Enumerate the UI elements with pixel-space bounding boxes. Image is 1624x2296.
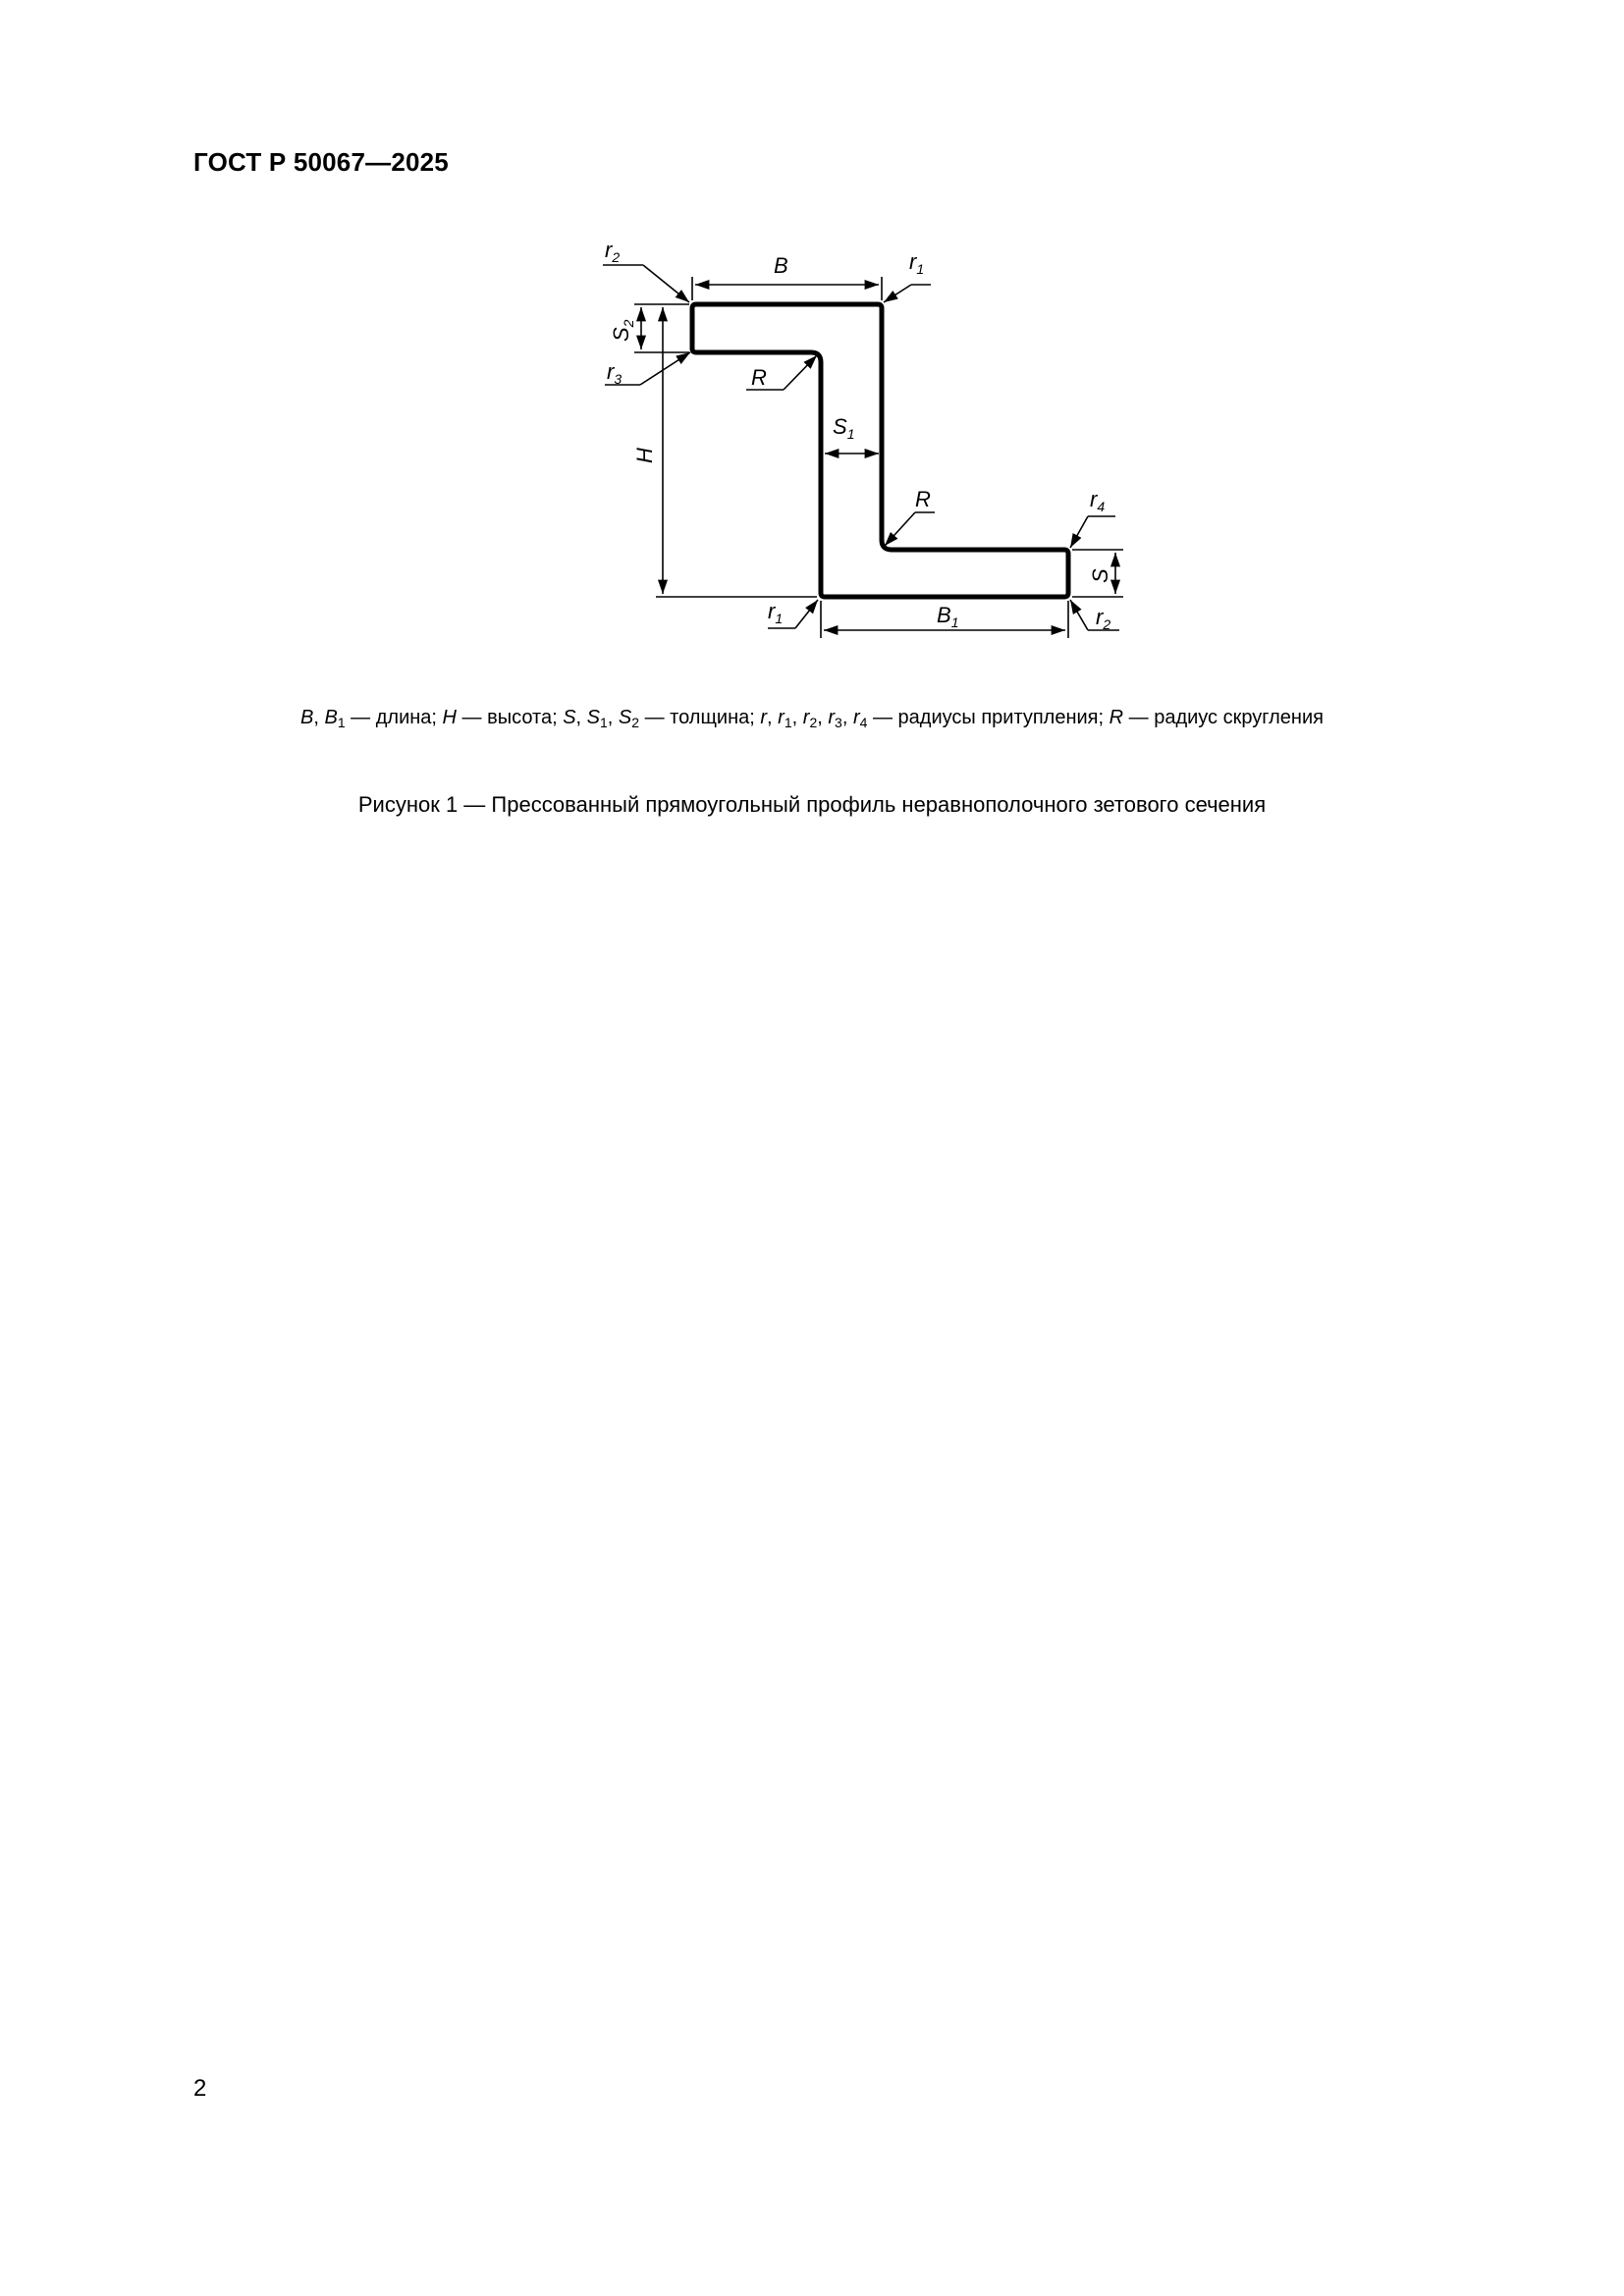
svg-text:S2: [609, 319, 636, 342]
svg-text:B1: [937, 603, 958, 630]
label-H: H: [632, 448, 657, 463]
label-r2-top: r: [605, 238, 613, 262]
label-r3-sub: 3: [614, 371, 623, 387]
label-r1-bottom-sub: 1: [775, 611, 784, 626]
svg-text:r1: [909, 249, 924, 277]
label-S2: S: [609, 327, 633, 342]
label-B1: B: [937, 603, 951, 627]
label-S1: S: [833, 414, 847, 439]
label-r2-bottom: r: [1096, 605, 1104, 629]
label-B: B: [774, 253, 788, 278]
label-r1-top-sub: 1: [916, 261, 925, 277]
label-R-top: R: [751, 365, 767, 390]
label-S1-sub: 1: [846, 426, 855, 442]
svg-text:r3: [607, 359, 622, 387]
figure-caption: Рисунок 1 — Прессованный прямоугольный профиль неравнополочного зетового сечения: [357, 792, 1267, 817]
z-profile-drawing: [550, 228, 1159, 660]
svg-text:S1: [833, 414, 854, 442]
document-header: ГОСТ Р 50067—2025: [193, 147, 449, 177]
label-r2-top-sub: 2: [612, 249, 621, 265]
label-S: S: [1088, 568, 1112, 583]
label-r1-bottom: r: [768, 599, 776, 623]
svg-text:r2: [605, 238, 620, 265]
label-r4: r: [1090, 487, 1098, 511]
profile-outline: [692, 304, 1068, 597]
label-r3: r: [607, 359, 615, 384]
figure-legend: B, $B_1$ — длина; H — высота; S, $S_1$, $S_2$ — толщина; r, $r_1$, $r_2$, $r_3$, $r_4$ — радиусы притупления; R — радиус скругления: [300, 707, 1324, 730]
label-S2-sub: 2: [621, 319, 636, 328]
label-r1-top: r: [909, 249, 917, 274]
label-r2-bottom-sub: 2: [1103, 616, 1111, 632]
svg-text:r4: [1090, 487, 1105, 514]
label-r4-sub: 4: [1097, 499, 1106, 514]
svg-text:r1: [768, 599, 783, 626]
label-B1-sub: 1: [950, 614, 959, 630]
svg-text:r2: [1096, 605, 1110, 632]
label-R-bottom: R: [915, 487, 931, 511]
page-number: 2: [193, 2075, 207, 2102]
